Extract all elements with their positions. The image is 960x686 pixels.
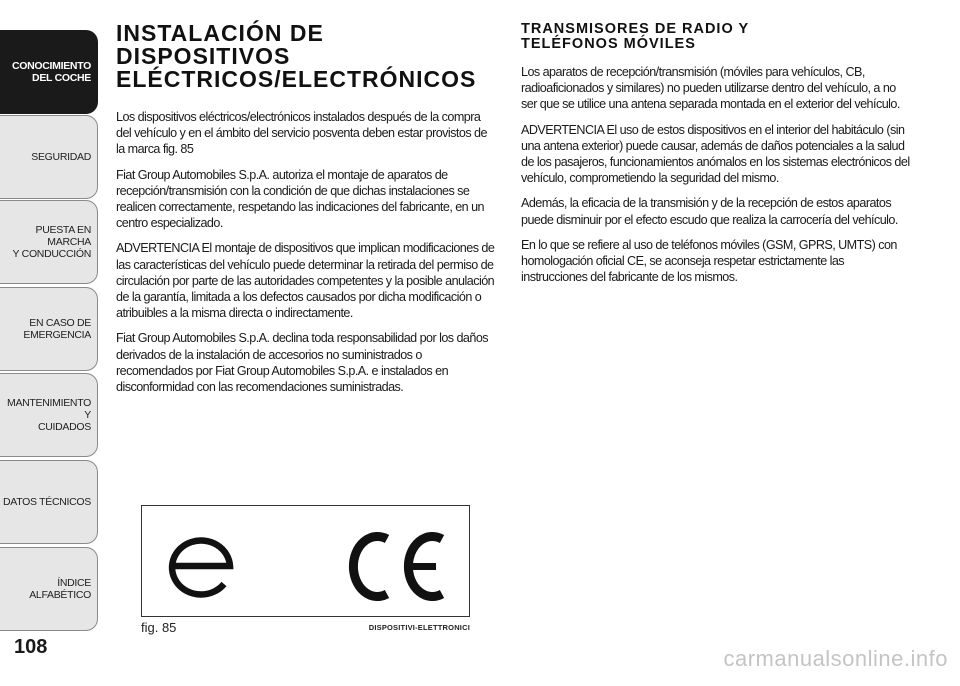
paragraph: En lo que se refiere al uso de teléfonos móviles (GSM, GPRS, UMTS) con homologación oficial CE, se aconseja respetar estrictamente las instrucciones del fabricante de los mismos. — [521, 237, 897, 285]
tab-label: CONOCIMIENTO DEL COCHE — [11, 60, 91, 84]
tab-label: PUESTA EN MARCHA Y CONDUCCIÓN — [12, 224, 91, 260]
tab-mantenimiento[interactable] — [0, 373, 98, 457]
figure-85 — [141, 505, 470, 617]
title-line-2: ELÉCTRICOS/ELECTRÓNICOS — [116, 66, 477, 92]
ce-mark-icon — [353, 537, 442, 597]
warning-paragraph: ADVERTENCIA El montaje de dispositivos que implican modificaciones de las características del vehículo puede determinar la retirada del permiso de circulación por parte de las autoridades competentes y la posible anulación de la garantía, limitada a los defectos causados por dicha modificación o atribuibles a la misma directa o indirectamente. — [116, 241, 495, 321]
paragraph: Los aparatos de recepción/transmisión (móviles para vehículos, CB, radioaficionados y similares) no pueden utilizarse dentro del vehículo, a no ser que se utilice una antena separada montada en el exterior del vehículo. — [521, 65, 900, 112]
chapter-tabs — [0, 0, 100, 686]
tab-puesta-en-marcha[interactable] — [0, 200, 98, 284]
tab-label: SEGURIDAD — [31, 151, 91, 163]
page-number: 108 — [14, 636, 48, 658]
tab-label: EN CASO DE EMERGENCIA — [23, 317, 91, 341]
title-line-1: INSTALACIÓN DE DISPOSITIVOS — [116, 20, 324, 69]
title-line-2: TELÉFONOS MÓVILES — [521, 36, 696, 52]
tab-label: DATOS TÉCNICOS — [3, 496, 91, 508]
section-title — [116, 22, 498, 91]
paragraph: Fiat Group Automobiles S.p.A. declina toda responsabilidad por los daños derivados de la instalación de accesorios no suministrados o recomendados por Fiat Group Automobiles S.p.A. e instalados en disconformidad con las recomendaciones suministradas. — [116, 331, 489, 395]
tab-en-caso-de-emergencia[interactable] — [0, 287, 98, 371]
e-mark-icon — [172, 541, 230, 595]
title-line-1: TRANSMISORES DE RADIO Y — [521, 21, 750, 37]
paragraph: Fiat Group Automobiles S.p.A. autoriza el montaje de aparatos de recepción/transmisión con la condición de que dichas instalaciones se realicen correctamente, respetando las indicaciones del fabricante, en un centro especializado. — [116, 167, 484, 231]
figure-code: DISPOSITIVI-ELETTRONICI — [368, 623, 470, 632]
paragraph: Además, la eficacia de la transmisión y de la recepción de estos aparatos puede disminuir por el efecto escudo que realiza la carrocería del vehículo. — [521, 196, 898, 227]
left-column — [116, 22, 498, 404]
right-column — [521, 22, 911, 294]
section-title — [521, 22, 911, 52]
tab-indice-alfabetico[interactable] — [0, 547, 98, 631]
watermark: carmanualsonline.info — [723, 646, 948, 671]
paragraph: Los dispositivos eléctricos/electrónicos instalados después de la compra del vehículo y en el ámbito del servicio posventa deben estar provistos de la marca fig. 85 — [116, 110, 487, 157]
tab-conocimiento-del-coche[interactable] — [0, 30, 98, 114]
tab-label: MANTENIMIENTO Y CUIDADOS — [7, 397, 91, 433]
tab-label: ÍNDICE ALFABÉTICO — [29, 577, 91, 601]
figure-caption: fig. 85 — [141, 620, 177, 635]
tab-datos-tecnicos[interactable] — [0, 460, 98, 544]
warning-paragraph: ADVERTENCIA El uso de estos dispositivos en el interior del habitáculo (sin una antena exterior) puede causar, además de daños potenciales a la salud de los pasajeros, funcionamientos anómalos en los sistemas electrónicos del vehículo, comprometiendo la seguridad del mismo. — [521, 122, 910, 186]
tab-seguridad[interactable] — [0, 115, 98, 199]
